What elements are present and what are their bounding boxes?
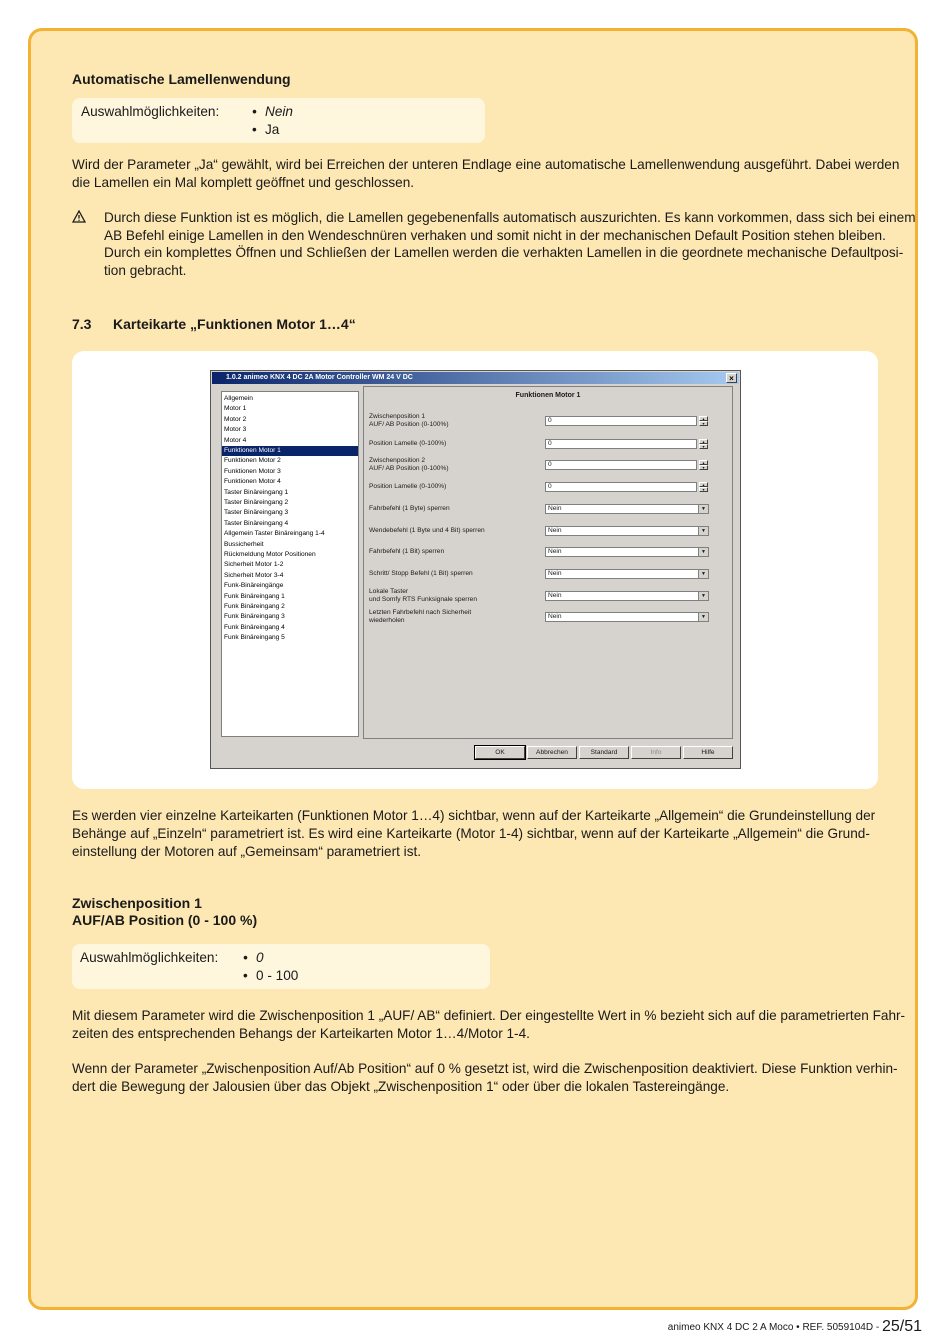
tab-item[interactable]: Motor 4 [224, 436, 247, 444]
dialog-title: 1.0.2 animeo KNX 4 DC 2A Motor Controller WM 24 V DC [226, 374, 413, 381]
parameter-label: Position Lamelle (0-100%) [369, 440, 447, 447]
close-button[interactable]: × [726, 373, 737, 383]
spin-up-icon[interactable]: ▴ [699, 482, 708, 487]
tab-item[interactable]: Funk Binäreingang 2 [224, 603, 285, 610]
chevron-down-icon[interactable]: ▼ [698, 527, 708, 535]
tab-item[interactable]: Funktionen Motor 4 [224, 478, 281, 486]
tab-item[interactable]: Taster Binäreingang 2 [224, 499, 289, 506]
spin-up-icon[interactable]: ▴ [699, 416, 708, 421]
ok-button[interactable]: OK [475, 746, 525, 759]
tab-item[interactable]: Motor 2 [224, 415, 247, 423]
parameter-label: Zwischenposition 2 AUF/ AB Position (0-100%) [369, 457, 449, 472]
parameter-dialog [210, 370, 741, 769]
tab-item[interactable]: Motor 1 [224, 405, 247, 413]
dropdown-value: Nein [548, 548, 562, 555]
page-number: 25/51 [881, 1318, 922, 1335]
dropdown-value: Nein [548, 613, 562, 620]
warning-line: Durch ein komplettes Öffnen und Schließen der Lamellen werden die verhakten Lamellen in die geordnete mechanische Defaultposi- [104, 245, 904, 260]
spin-up-icon[interactable]: ▴ [699, 460, 708, 465]
page-footer [668, 1318, 922, 1336]
tab-item[interactable]: Rückmeldung Motor Positionen [224, 551, 316, 558]
tab-item[interactable]: Taster Binäreingang 1 [224, 488, 289, 496]
tab-item[interactable]: Funk-Binäreingänge [224, 582, 284, 590]
tab-item[interactable]: Allgemein [224, 395, 253, 402]
footer-text: animeo KNX 4 DC 2 A Moco • REF. 5059104D - [667, 1322, 880, 1333]
spin-down-icon[interactable]: ▾ [699, 465, 708, 470]
dropdown-select[interactable] [545, 526, 709, 536]
section-heading: Karteikarte „Funktionen Motor 1…4“ [113, 316, 356, 332]
tab-item[interactable]: Bussicherheit [224, 540, 264, 548]
spin-button[interactable] [699, 460, 708, 470]
tab-item[interactable]: Sicherheit Motor 3-4 [224, 571, 284, 579]
tab-item[interactable]: Funk Binäreingang 3 [224, 613, 285, 621]
tab-item[interactable]: Funk Binäreingang 5 [224, 634, 285, 642]
parameter-label: Letzten Fahrbefehl nach Sicherheit wiederholen [369, 609, 472, 624]
parameter-label: Zwischenposition 1 AUF/ AB Position (0-100%) [369, 413, 449, 428]
dropdown-select[interactable] [545, 612, 709, 622]
option-item: • 0 [256, 950, 264, 965]
option-item: • Nein [265, 104, 293, 119]
chevron-down-icon[interactable]: ▼ [698, 548, 708, 556]
parameter-label: Fahrbefehl (1 Bit) sperren [369, 548, 445, 555]
parameter-panel [363, 386, 733, 739]
tab-item[interactable]: Motor 3 [224, 426, 247, 434]
tab-item[interactable]: Allgemein Taster Binäreingang 1-4 [224, 530, 325, 538]
heading-automatische-lamellenwendung: Automatische Lamellenwendung [72, 71, 291, 87]
spin-button[interactable] [699, 482, 708, 492]
parameter-label: Schritt/ Stopp Befehl (1 Bit) sperren [369, 570, 473, 577]
number-input[interactable]: 0 [545, 482, 697, 492]
tab-item[interactable]: Funktionen Motor 2 [224, 457, 281, 465]
dropdown-value: Nein [548, 592, 562, 599]
dropdown-value: Nein [548, 505, 562, 512]
spin-button[interactable] [699, 439, 708, 449]
options-label: Auswahlmöglichkeiten: [81, 104, 220, 119]
tab-item[interactable]: Funk Binäreingang 1 [224, 592, 285, 600]
paragraph-line: Behänge auf „Einzeln“ parametriert ist. Es wird eine Karteikarte (Motor 1-4) sichtbar, wenn auf der Karteikarte „Allgemein“ die Grund- [72, 826, 870, 841]
paragraph-line: Es werden vier einzelne Karteikarten (Funktionen Motor 1…4) sichtbar, wenn auf der Karteikarte „Allgemein“ die Grundeinstellung der [72, 808, 876, 823]
chevron-down-icon[interactable]: ▼ [698, 570, 708, 578]
dropdown-value: Nein [548, 570, 562, 577]
heading-zwischenposition: Zwischenposition 1 [72, 895, 202, 911]
dropdown-select[interactable] [545, 547, 709, 557]
options-label: Auswahlmöglichkeiten: [80, 950, 219, 965]
paragraph-line: dert die Bewegung der Jalousien über das Objekt „Zwischenposition 1“ oder über die lokalen Tastereingänge. [72, 1079, 730, 1094]
parameter-label: Fahrbefehl (1 Byte) sperren [369, 505, 450, 512]
warning-line: Durch diese Funktion ist es möglich, die Lamellen gegebenenfalls automatisch auszurichten. Es kann vorkommen, dass sich bei einem [104, 210, 916, 225]
heading-auf-ab-position: AUF/AB Position (0 - 100 %) [72, 912, 258, 928]
section-number: 7.3 [72, 316, 92, 332]
spin-button[interactable] [699, 416, 708, 426]
chevron-down-icon[interactable]: ▼ [698, 613, 708, 621]
tab-item[interactable]: Taster Binäreingang 4 [224, 519, 289, 527]
dropdown-select[interactable] [545, 569, 709, 579]
number-input[interactable]: 0 [545, 439, 697, 449]
paragraph-line: einstellung der Motoren auf „Gemeinsam“ parametriert ist. [72, 844, 422, 859]
option-item: • 0 - 100 [256, 968, 298, 983]
spin-down-icon[interactable]: ▾ [699, 444, 708, 449]
option-item: • Ja [265, 122, 279, 137]
paragraph-line: Wird der Parameter „Ja“ gewählt, wird bei Erreichen der unteren Endlage eine automatische Lamellenwendung ausgeführt. Dabei werden [72, 157, 900, 172]
help-button[interactable]: Hilfe [683, 746, 733, 759]
panel-title: Funktionen Motor 1 [515, 392, 581, 399]
paragraph-line: zeiten des entsprechenden Behangs der Karteikarten Motor 1…4/Motor 1-4. [72, 1026, 530, 1041]
warning-triangle-icon [72, 210, 86, 223]
number-input[interactable]: 0 [545, 416, 697, 426]
paragraph-line: Mit diesem Parameter wird die Zwischenposition 1 „AUF/ AB“ definiert. Der eingestellte Wert in % bezieht sich auf die parametrierten Fahr- [72, 1008, 906, 1023]
tab-list [221, 391, 359, 737]
dropdown-select[interactable] [545, 591, 709, 601]
tab-item[interactable]: Funktionen Motor 3 [224, 467, 281, 475]
number-input[interactable]: 0 [545, 460, 697, 470]
chevron-down-icon[interactable]: ▼ [698, 505, 708, 513]
dialog-titlebar [212, 372, 739, 384]
dropdown-select[interactable] [545, 504, 709, 514]
cancel-button[interactable]: Abbrechen [527, 746, 577, 759]
chevron-down-icon[interactable]: ▼ [698, 592, 708, 600]
parameter-label: Wendebefehl (1 Byte und 4 Bit) sperren [369, 527, 485, 534]
parameter-label: Lokale Taster und Somfy RTS Funksignale sperren [369, 588, 477, 603]
paragraph-line: Wenn der Parameter „Zwischenposition Auf/Ab Position“ auf 0 % gesetzt ist, wird die Zwischenposition deaktiviert. Diese Funktion verhin- [72, 1061, 898, 1076]
tab-item[interactable]: Funktionen Motor 1 [222, 446, 358, 456]
spin-down-icon[interactable]: ▾ [699, 487, 708, 492]
spin-down-icon[interactable]: ▾ [699, 421, 708, 426]
warning-line: tion gebracht. [104, 263, 187, 278]
tab-item[interactable]: Sicherheit Motor 1-2 [224, 561, 284, 569]
standard-button[interactable]: Standard [579, 746, 629, 759]
tab-item[interactable]: Funk Binäreingang 4 [224, 623, 285, 631]
paragraph-line: die Lamellen ein Mal komplett geöffnet und geschlossen. [72, 175, 415, 190]
parameter-label: Position Lamelle (0-100%) [369, 483, 447, 490]
tab-item[interactable]: Taster Binäreingang 3 [224, 509, 289, 517]
info-button[interactable]: Info [631, 746, 681, 759]
spin-up-icon[interactable]: ▴ [699, 439, 708, 444]
warning-line: AB Befehl einige Lamellen in den Wendeschnüren verhaken und somit nicht in der mechanischen Default Position stehen bleiben. [104, 228, 886, 243]
dropdown-value: Nein [548, 527, 562, 534]
